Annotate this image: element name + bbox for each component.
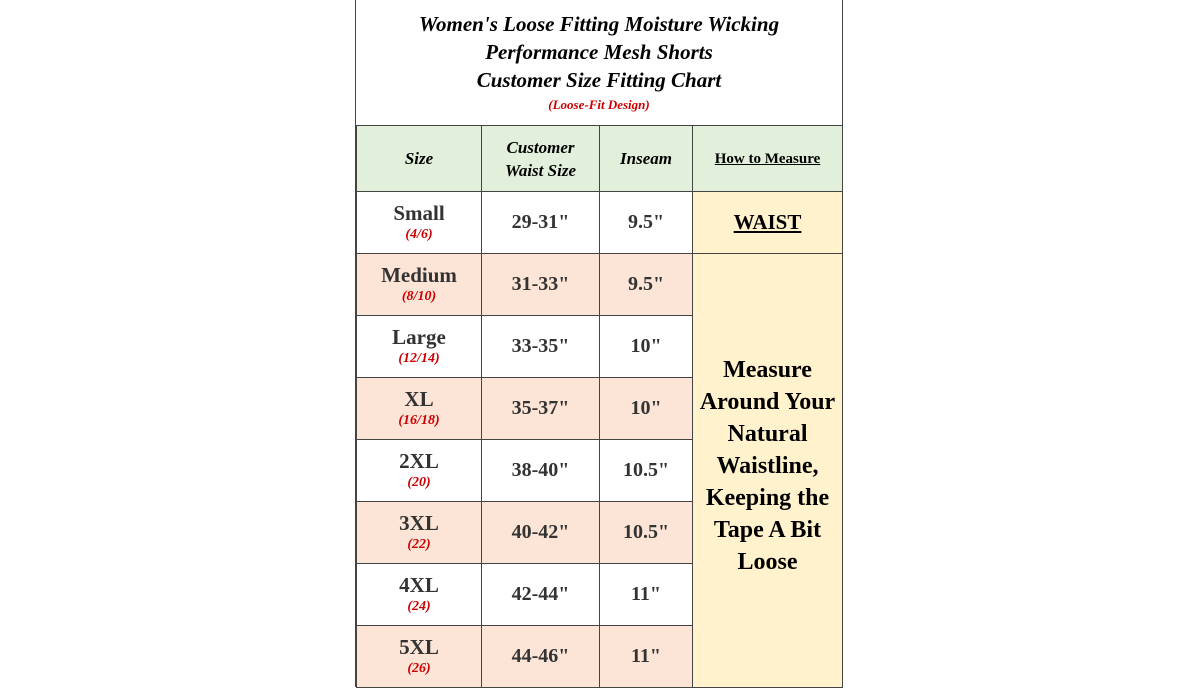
size-cell: 3XL (22) [357, 502, 482, 564]
waist-cell: 42-44" [482, 564, 600, 626]
size-cell: XL (16/18) [357, 378, 482, 440]
table-row [357, 192, 843, 254]
inseam-cell: 9.5" [600, 254, 693, 316]
how-to-measure-header: How to Measure [693, 126, 843, 192]
inseam-cell: 11" [600, 626, 693, 688]
size-table [356, 125, 843, 688]
size-cell: Small (4/6) [357, 192, 482, 254]
waist-cell: 38-40" [482, 440, 600, 502]
chart-title-line-3: Customer Size Fitting Chart [476, 68, 722, 92]
waist-cell: 40-42" [482, 502, 600, 564]
inseam-header: Inseam [600, 126, 693, 192]
waist-cell: 29-31" [482, 192, 600, 254]
size-cell: 4XL (24) [357, 564, 482, 626]
table-row [357, 254, 843, 316]
measure-instructions-cell [693, 254, 843, 688]
chart-title-block [356, 0, 842, 126]
chart-title-line-1: Women's Loose Fitting Moisture Wicking [418, 12, 780, 36]
waist-label-cell: WAIST [693, 192, 843, 254]
waist-cell: 44-46" [482, 626, 600, 688]
size-cell: Medium (8/10) [357, 254, 482, 316]
chart-subtitle: (Loose-Fit Design) [548, 97, 650, 112]
waist-cell: 33-35" [482, 316, 600, 378]
waist-cell: 31-33" [482, 254, 600, 316]
size-cell: 5XL (26) [357, 626, 482, 688]
inseam-cell: 10" [600, 316, 693, 378]
waist-cell: 35-37" [482, 378, 600, 440]
inseam-cell: 10" [600, 378, 693, 440]
chart-title-line-2: Performance Mesh Shorts [485, 40, 713, 64]
size-header: Size [357, 126, 482, 192]
inseam-cell: 11" [600, 564, 693, 626]
size-cell: Large (12/14) [357, 316, 482, 378]
size-chart [355, 0, 843, 687]
table-header-row [357, 126, 843, 192]
measure-instructions: Measure Around Your Natural Waistline, Keeping the Tape A Bit Loose [699, 356, 836, 575]
waist-header: Customer Waist Size [482, 126, 600, 192]
size-cell: 2XL (20) [357, 440, 482, 502]
inseam-cell: 9.5" [600, 192, 693, 254]
inseam-cell: 10.5" [600, 440, 693, 502]
inseam-cell: 10.5" [600, 502, 693, 564]
